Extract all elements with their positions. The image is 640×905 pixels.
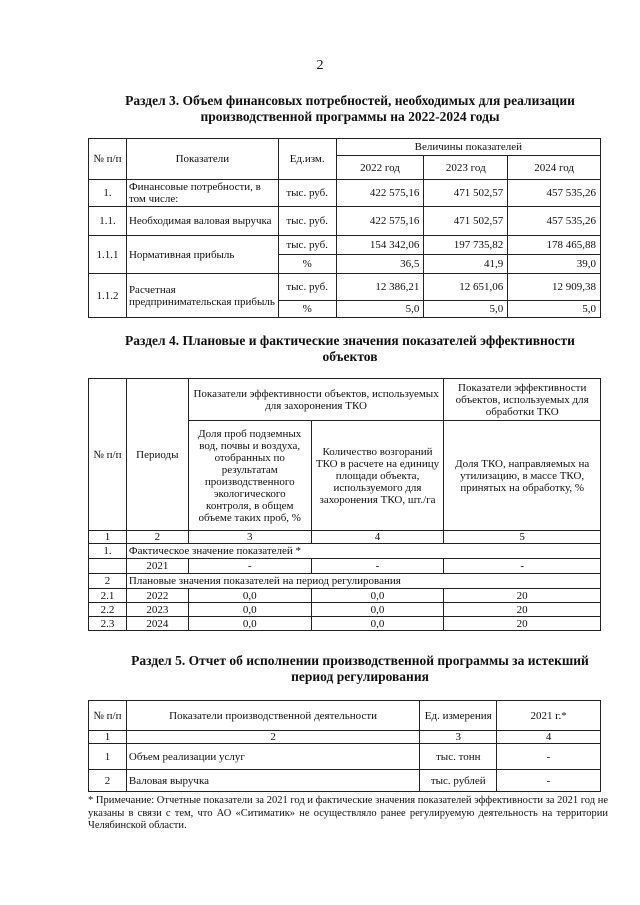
cell: 1. (89, 544, 127, 559)
cell: 3 (188, 531, 311, 544)
cell: 12 651,06 (424, 274, 508, 301)
cell: 2.1 (89, 589, 127, 603)
s3-head-indicators: Показатели (126, 139, 278, 180)
cell: 2 (89, 574, 127, 589)
cell: 0,0 (311, 603, 444, 617)
cell: - (444, 559, 601, 574)
section5-table (88, 700, 601, 792)
cell: 2.3 (89, 617, 127, 631)
cell: 197 735,82 (424, 236, 508, 255)
table-row (89, 744, 601, 770)
cell: 1.1.2 (89, 274, 127, 318)
cell: 1.1.1 (89, 236, 127, 274)
section4-table (88, 378, 601, 631)
section5-title-line2: период регулирования (291, 669, 429, 684)
cell: 154 342,06 (336, 236, 424, 255)
cell: 178 465,88 (508, 236, 601, 255)
section5-title-line1: Раздел 5. Отчет об исполнении производственной программы за истекший (131, 653, 589, 668)
cell: 0,0 (188, 617, 311, 631)
cell: тыс. руб. (278, 274, 336, 301)
cell: 5,0 (336, 301, 424, 318)
s4-head-group-processing: Показатели эффективности объектов, используемых для обработки ТКО (444, 379, 601, 421)
cell: - (311, 559, 444, 574)
cell: тыс. руб. (278, 207, 336, 236)
s4-head-recycling-share: Доля ТКО, направляемых на утилизацию, в массе ТКО, принятых на обработку, % (444, 421, 601, 531)
section4-title (60, 333, 640, 365)
cell: - (497, 770, 601, 792)
cell: Объем реализации услуг (126, 744, 419, 770)
s5-head-unit: Ед. измерения (420, 701, 497, 731)
cell: 1 (89, 531, 127, 544)
cell: 0,0 (188, 589, 311, 603)
cell: 1.1. (89, 207, 127, 236)
table-row (89, 236, 601, 255)
table-row (89, 207, 601, 236)
cell: 5,0 (424, 301, 508, 318)
cell: 422 575,16 (336, 180, 424, 207)
s3-head-unit: Ед.изм. (278, 139, 336, 180)
cell: 4 (311, 531, 444, 544)
section3-table (88, 138, 601, 318)
cell (89, 559, 127, 574)
s4-head-num: № п/п (89, 379, 127, 531)
cell: 1 (89, 744, 127, 770)
cell: Необходимая валовая выручка (126, 207, 278, 236)
table-row (89, 180, 601, 207)
s5-head-activity: Показатели производственной деятельности (126, 701, 419, 731)
table-row (89, 544, 601, 559)
cell: 0,0 (311, 589, 444, 603)
cell: 2 (126, 731, 419, 744)
cell: 3 (420, 731, 497, 744)
cell: 2.2 (89, 603, 127, 617)
section3-title (60, 93, 640, 125)
table-row (89, 274, 601, 301)
cell: Валовая выручка (126, 770, 419, 792)
s3-head-year-2023: 2023 год (424, 156, 508, 180)
table-row (89, 574, 601, 589)
cell: 12 386,21 (336, 274, 424, 301)
s3-head-values: Величины показателей (336, 139, 600, 156)
cell: 1. (89, 180, 127, 207)
cell: Расчетная предпринимательская прибыль (126, 274, 278, 318)
cell: 422 575,16 (336, 207, 424, 236)
table-row (89, 589, 601, 603)
cell: тыс. руб. (278, 236, 336, 255)
s4-head-fires-count: Количество возгораний ТКО в расчете на единицу площади объекта, используемого для захоронения ТКО, шт./га (311, 421, 444, 531)
section3-title-line2: производственной программы на 2022-2024 годы (200, 109, 500, 124)
cell: Плановые значения показателей на период регулирования (126, 574, 600, 589)
cell: 457 535,26 (508, 207, 601, 236)
cell: 5 (444, 531, 601, 544)
cell: 2023 (126, 603, 188, 617)
cell: тыс. рублей (420, 770, 497, 792)
cell: 457 535,26 (508, 180, 601, 207)
cell: 5,0 (508, 301, 601, 318)
cell: 36,5 (336, 255, 424, 274)
section3-title-line1: Раздел 3. Объем финансовых потребностей, необходимых для реализации (125, 93, 575, 108)
cell: - (188, 559, 311, 574)
table-row (89, 770, 601, 792)
cell: 0,0 (311, 617, 444, 631)
table-row (89, 617, 601, 631)
cell: 0,0 (188, 603, 311, 617)
s5-head-num: № п/п (89, 701, 127, 731)
cell: % (278, 301, 336, 318)
section4-title-line1: Раздел 4. Плановые и фактические значения показателей эффективности (125, 333, 575, 348)
section4-title-line2: объектов (322, 349, 378, 364)
s4-head-periods: Периоды (126, 379, 188, 531)
cell: 1 (89, 731, 127, 744)
table-row (89, 603, 601, 617)
table-row (89, 731, 601, 744)
cell: Фактическое значение показателей * (126, 544, 600, 559)
cell: 20 (444, 589, 601, 603)
cell: - (497, 744, 601, 770)
cell: 2021 (126, 559, 188, 574)
cell: 41,9 (424, 255, 508, 274)
cell: 39,0 (508, 255, 601, 274)
table-row (89, 559, 601, 574)
page-number: 2 (316, 58, 324, 73)
cell: тыс. тонн (420, 744, 497, 770)
cell: 471 502,57 (424, 180, 508, 207)
cell: 2 (126, 531, 188, 544)
cell: 12 909,38 (508, 274, 601, 301)
s3-head-year-2024: 2024 год (508, 156, 601, 180)
cell: 20 (444, 617, 601, 631)
s3-head-num: № п/п (89, 139, 127, 180)
cell: 4 (497, 731, 601, 744)
cell: % (278, 255, 336, 274)
cell: 2 (89, 770, 127, 792)
section5-title (80, 653, 640, 685)
table-row (89, 531, 601, 544)
cell: 20 (444, 603, 601, 617)
cell: 2024 (126, 617, 188, 631)
s5-head-year: 2021 г.* (497, 701, 601, 731)
cell: тыс. руб. (278, 180, 336, 207)
cell: Нормативная прибыль (126, 236, 278, 274)
cell: 471 502,57 (424, 207, 508, 236)
s4-head-group-disposal: Показатели эффективности объектов, используемых для захоронения ТКО (188, 379, 444, 421)
footnote: * Примечание: Отчетные показатели за 2021 год и фактические значения показателей эффективности за 2021 год не указаны в связи с тем, что АО «Ситиматик» не осуществляло ранее регулируемую деятельность на территории Челябинской области. (88, 795, 608, 831)
s3-head-year-2022: 2022 год (336, 156, 424, 180)
s4-head-samples-share: Доля проб подземных вод, почвы и воздуха, отобранных по результатам производственного экологического контроля, в общем объеме таких проб, % (188, 421, 311, 531)
cell: Финансовые потребности, в том числе: (126, 180, 278, 207)
cell: 2022 (126, 589, 188, 603)
